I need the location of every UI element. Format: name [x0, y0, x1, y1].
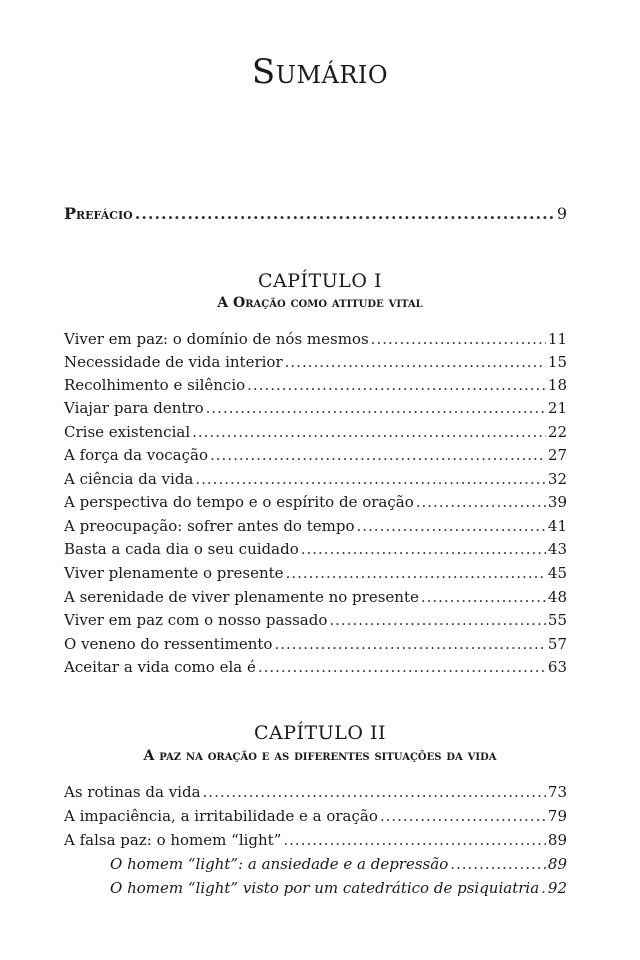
leader-dots [421, 587, 546, 607]
toc-entry-label: As rotinas da vida [64, 783, 201, 801]
toc-entry-label: A ciência da vida [64, 470, 194, 488]
toc-entry-page: 89 [547, 831, 567, 849]
leader-dots [195, 469, 546, 489]
toc-entry-label: Basta a cada dia o seu cuidado [64, 540, 299, 558]
toc-entry-page: 43 [547, 540, 567, 558]
leader-dots [450, 854, 546, 874]
leader-dots [301, 539, 546, 559]
toc-entry [64, 352, 567, 375]
leader-dots [247, 375, 546, 395]
leader-dots [416, 492, 546, 512]
toc-entry-label: O veneno do ressentimento [64, 635, 273, 653]
toc-subentry [110, 878, 567, 901]
toc-entry [64, 516, 567, 539]
leader-dots [210, 445, 546, 465]
chapter-1-heading: CAPÍTULO I [258, 270, 382, 292]
toc-entry-prefacio [64, 204, 567, 227]
toc-entry-label: Aceitar a vida como ela é [64, 658, 256, 676]
toc-entry-page: 48 [547, 588, 567, 606]
toc-entry-label: Recolhimento e silêncio [64, 376, 246, 394]
toc-entry-label: Crise existencial [64, 423, 191, 441]
toc-entry-page: 15 [547, 353, 567, 371]
leader-dots [329, 610, 546, 630]
toc-entry-page: 79 [547, 807, 567, 825]
toc-entry-label: A preocupação: sofrer antes do tempo [64, 517, 355, 535]
toc-entry-page: 41 [547, 517, 567, 535]
toc-entry-label: O homem “light”: a ansiedade e a depressão [110, 855, 449, 873]
toc-entry [64, 634, 567, 657]
toc-entry-label: Prefácio [64, 204, 133, 223]
chapter-2-heading: CAPÍTULO II [254, 722, 386, 744]
toc-entry [64, 782, 567, 805]
leader-dots [203, 782, 546, 802]
leader-dots [371, 329, 546, 349]
toc-entry [64, 806, 567, 829]
toc-entry [64, 329, 567, 352]
toc-entry-label: A perspectiva do tempo e o espírito de oração [64, 493, 414, 511]
toc-entry-page: 73 [547, 783, 567, 801]
leader-dots [274, 634, 545, 654]
toc-entry-page: 55 [547, 611, 567, 629]
leader-dots [135, 204, 555, 224]
toc-entry [64, 469, 567, 492]
toc-entry-page: 92 [547, 879, 567, 897]
toc-entry-page: 22 [547, 423, 567, 441]
toc-entry-page: 39 [547, 493, 567, 511]
toc-entry-label: A impaciência, a irritabilidade e a oração [64, 807, 378, 825]
toc-entry [64, 830, 567, 853]
toc-entry [64, 422, 567, 445]
toc-entry-label: A falsa paz: o homem “light” [64, 831, 282, 849]
toc-entry [64, 375, 567, 398]
toc-entry-label: Viajar para dentro [64, 399, 204, 417]
leader-dots [286, 563, 546, 583]
toc-entry-label: Viver em paz com o nosso passado [64, 611, 328, 629]
page-title: Sumário [251, 52, 389, 92]
toc-entry-page: 32 [547, 470, 567, 488]
toc-entry-page: 18 [547, 376, 567, 394]
toc-entry-label: Viver em paz: o domínio de nós mesmos [64, 330, 369, 348]
leader-dots [258, 657, 546, 677]
leader-dots [192, 422, 546, 442]
leader-dots [206, 398, 546, 418]
toc-entry-page: 45 [547, 564, 567, 582]
leader-dots [380, 806, 546, 826]
chapter-2-subtitle: A paz na oração e as diferentes situações da vida [143, 748, 497, 764]
toc-entry [64, 610, 567, 633]
toc-entry [64, 563, 567, 586]
toc-entry-page: 57 [547, 635, 567, 653]
toc-entry [64, 539, 567, 562]
leader-dots [285, 352, 546, 372]
toc-entry [64, 587, 567, 610]
toc-entry-page: 9 [556, 204, 567, 223]
toc-entry-page: 21 [547, 399, 567, 417]
toc-entry-page: 63 [547, 658, 567, 676]
toc-subentry [110, 854, 567, 877]
toc-entry-page: 11 [547, 330, 567, 348]
toc-entry [64, 657, 567, 680]
toc-entry [64, 445, 567, 468]
chapter-1-subtitle: A Oração como atitude vital [217, 295, 423, 311]
toc-entry-page: 27 [547, 446, 567, 464]
toc-entry-label: A serenidade de viver plenamente no presente [64, 588, 419, 606]
leader-dots [541, 878, 546, 898]
toc-entry-label: A força da vocação [64, 446, 209, 464]
leader-dots [283, 830, 546, 850]
toc-entry-label: Viver plenamente o presente [64, 564, 284, 582]
toc-entry-label: O homem “light” visto por um catedrático de psiquiatria [110, 879, 540, 897]
toc-entry [64, 398, 567, 421]
toc-entry-page: 89 [547, 855, 567, 873]
toc-entry [64, 492, 567, 515]
leader-dots [357, 516, 546, 536]
toc-entry-label: Necessidade de vida interior [64, 353, 283, 371]
